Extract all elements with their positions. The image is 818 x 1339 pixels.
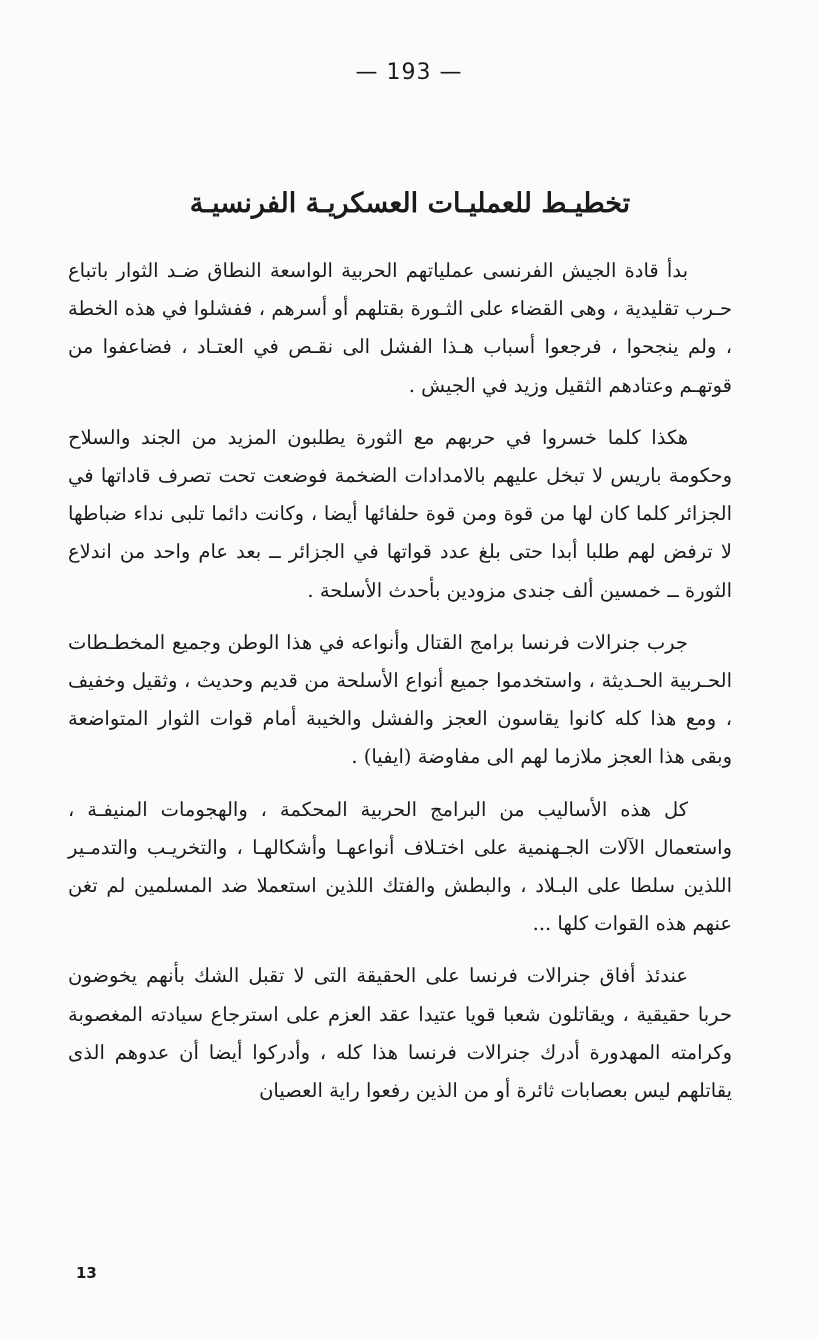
- paragraph-3: جرب جنرالات فرنسا برامج القتال وأنواعه في هذا الوطن وجميع المخطـطات الحـربية الحـديثة ، واستخدموا جميع أنواع الأسلحة من قديم وحديث ، وثقيل وخفيف ، ومع هذا كله كانوا يقاسون العجز والفشل والخيبة أمام قوات الثوار المتواضعة وبقى هذا العجز ملازما لهم الى مفاوضة (ايفيا) .: [68, 630, 732, 769]
- chapter-title: تخطيـط للعمليـات العسكريـة الفرنسيـة: [189, 188, 631, 219]
- signature-mark: 13: [76, 1264, 97, 1282]
- paragraph-5: عندئذ أفاق جنرالات فرنسا على الحقيقة التى لا تقبل الشك بأنهم يخوضون حربا حقيقية ، ويقاتلون شعبا قويا عتيدا عقد العزم على استرجاع سيادته المغصوبة وكرامته المهدورة أدرك جنرالات فرنسا هذا كله ، وأدركوا أيضا أن عدوهم الذى يقاتلهم ليس بعصابات ثائرة أو من الذين رفعوا راية العصيان: [68, 964, 732, 1103]
- paragraph-1: بدأ قادة الجيش الفرنسى عملياتهم الحربية الواسعة النطاق ضـد الثوار باتباع حـرب تقليدية ، وهى القضاء على الثـورة بقتلهم أو أسرهم ، ففشلوا في هذه الخطة ، ولم ينجحوا ، فرجعوا أسباب هـذا الفشل الى نقـص في العتـاد ، فضاعفوا من قوتهـم وعتادهم الثقيل وزيد في الجيش .: [68, 259, 732, 397]
- body-text: [68, 252, 732, 1124]
- page-number: — 193 —: [355, 60, 463, 85]
- paragraph-2: هكذا كلما خسروا في حربهم مع الثورة يطلبون المزيد من الجند والسلاح وحكومة باريس لا تبخل عليهم بالامدادات الضخمة فوضعت تحت تصرف قاداتها في الجزائر كلما كان لها من قوة ومن قوة حلفائها أيضا ، وكانت دائما تلبى نداء ضباطها لا ترفض لهم طلبا أبدا حتى بلغ عدد قواتها في الجزائر ــ بعد عام واحد من اندلاع الثورة ــ خمسين ألف جندى مزودين بأحدث الأسلحة .: [68, 425, 732, 602]
- paragraph-4: كل هذه الأساليب من البرامج الحربية المحكمة ، والهجومات المنيفـة ، واستعمال الآلات الجـهنمية على اختـلاف أنواعهـا وأشكالهـا ، والتخريـب والتدمـير اللذين سلطا على البـلاد ، والبطش والفتك اللذين استعملا ضد المسلمين لم تغن عنهم هذه القوات كلها ...: [68, 797, 732, 936]
